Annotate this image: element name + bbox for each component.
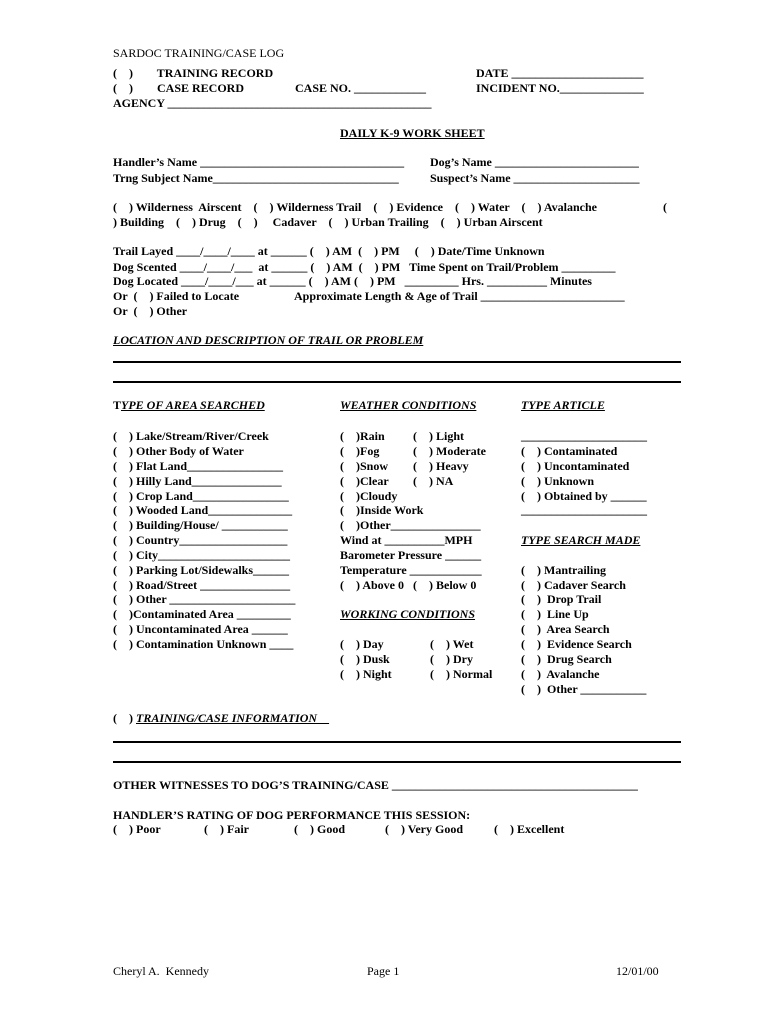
intensity-option[interactable]: ( ) Moderate [413,444,486,458]
location-heading: LOCATION AND DESCRIPTION OF TRAIL OR PROBLEM [113,333,424,347]
divider [113,381,681,383]
working-option[interactable]: ( ) Day [340,637,384,651]
working-option[interactable]: ( ) Night [340,667,392,681]
area-item[interactable]: ( ) Contamination Unknown ____ [113,637,294,651]
area-item[interactable]: ( )Contaminated Area _________ [113,607,291,621]
search-made-option[interactable]: ( ) Area Search [521,622,610,636]
area-item[interactable]: ( ) Country__________________ [113,533,288,547]
search-made-option[interactable]: ( ) Drop Trail [521,592,602,606]
area-item[interactable]: ( ) Building/House/ ___________ [113,518,288,532]
search-made-option[interactable]: ( ) Evidence Search [521,637,632,651]
rating-option-excellent[interactable]: ( ) Excellent [494,822,565,836]
case-no-field[interactable]: CASE NO. ____________ [295,81,427,95]
area-item[interactable]: ( ) Road/Street _______________ [113,578,291,592]
area-item[interactable]: ( ) Hilly Land_______________ [113,474,282,488]
temperature-field[interactable]: Temperature ____________ [340,563,482,577]
training-case-info-label: TRAINING/CASE INFORMATION [136,711,330,725]
case-record-checkbox[interactable]: ( ) CASE RECORD [113,81,245,95]
working-heading: WORKING CONDITIONS [340,607,476,621]
search-made-option[interactable]: ( ) Drug Search [521,652,612,666]
article-option[interactable]: ( ) Contaminated [521,444,618,458]
suspect-name-field[interactable]: Suspect’s Name _____________________ [430,171,640,185]
footer-page: Page 1 [367,964,400,978]
dog-located-field[interactable]: Dog Located ____/____/___ at ______ ( ) AM ( ) PM _________ Hrs. __________ Minutes [113,274,592,288]
weather-option[interactable]: ( )Cloudy [340,489,398,503]
area-heading [113,398,265,412]
intensity-option[interactable]: ( ) NA [413,474,454,488]
area-item[interactable]: ( ) Parking Lot/Sidewalks______ [113,563,290,577]
weather-option[interactable]: ( )Clear [340,474,389,488]
search-type-options-line2[interactable]: ) Building ( ) Drug ( ) Cadaver ( ) Urban Trailing ( ) Urban Airscent [113,215,543,229]
weather-option[interactable]: ( )Fog [340,444,380,458]
other-checkbox[interactable]: Or ( ) Other [113,304,188,318]
training-record-checkbox[interactable]: ( ) TRAINING RECORD [113,66,274,80]
search-made-option[interactable]: ( ) Other ___________ [521,682,647,696]
training-case-info-checkbox[interactable] [113,711,329,725]
search-made-heading: TYPE SEARCH MADE [521,533,641,547]
handler-name-field[interactable]: Handler’s Name __________________________________ [113,155,405,169]
incident-no-field[interactable]: INCIDENT NO.______________ [476,81,644,95]
wind-field[interactable]: Wind at __________MPH [340,533,473,547]
area-item[interactable]: ( ) City______________________ [113,548,290,562]
area-item[interactable]: ( ) Crop Land________________ [113,489,289,503]
rating-option-fair[interactable]: ( ) Fair [204,822,249,836]
area-heading-text: YPE OF AREA SEARCHED [121,398,265,412]
form-title: SARDOC TRAINING/CASE LOG [113,46,285,60]
article-heading: TYPE ARTICLE [521,398,605,412]
above-below-checkbox[interactable]: ( ) Above 0 ( ) Below 0 [340,578,477,592]
search-made-option[interactable]: ( ) Mantrailing [521,563,606,577]
rating-option-very-good[interactable]: ( ) Very Good [385,822,463,836]
working-option[interactable]: ( ) Dry [430,652,473,666]
article-blank[interactable]: _____________________ [521,503,647,517]
rating-heading: HANDLER’S RATING OF DOG PERFORMANCE THIS SESSION: [113,808,471,822]
area-item[interactable]: ( ) Other Body of Water [113,444,244,458]
footer-author: Cheryl A. Kennedy [113,964,209,978]
search-made-option[interactable]: ( ) Avalanche [521,667,600,681]
article-option[interactable]: ( ) Unknown [521,474,595,488]
search-made-option[interactable]: ( ) Cadaver Search [521,578,626,592]
weather-option[interactable]: ( )Snow [340,459,389,473]
search-made-option[interactable]: ( ) Line Up [521,607,589,621]
intensity-option[interactable]: ( ) Light [413,429,464,443]
area-item[interactable]: ( ) Uncontaminated Area ______ [113,622,288,636]
barometer-field[interactable]: Barometer Pressure ______ [340,548,482,562]
trail-layed-field[interactable]: Trail Layed ____/____/____ at ______ ( ) AM ( ) PM ( ) Date/Time Unknown [113,244,545,258]
rating-option-poor[interactable]: ( ) Poor [113,822,161,836]
witnesses-field[interactable]: OTHER WITNESSES TO DOG’S TRAINING/CASE _________________________________________ [113,778,638,792]
weather-option[interactable]: ( )Other_______________ [340,518,481,532]
working-option[interactable]: ( ) Normal [430,667,493,681]
area-item[interactable]: ( ) Flat Land________________ [113,459,284,473]
working-option[interactable]: ( ) Dusk [340,652,390,666]
dog-scented-field[interactable]: Dog Scented ____/____/___ at ______ ( ) AM ( ) PM Time Spent on Trail/Problem _________ [113,260,616,274]
area-item[interactable]: ( ) Wooded Land______________ [113,503,293,517]
divider [113,361,681,363]
rating-option-good[interactable]: ( ) Good [294,822,345,836]
area-item[interactable]: ( ) Other _____________________ [113,592,296,606]
area-item[interactable]: ( ) Lake/Stream/River/Creek [113,429,269,443]
footer-date: 12/01/00 [616,964,659,978]
date-field[interactable]: DATE ______________________ [476,66,644,80]
weather-heading: WEATHER CONDITIONS [340,398,477,412]
article-option[interactable]: ( ) Obtained by ______ [521,489,647,503]
weather-option[interactable]: ( )Inside Work [340,503,424,517]
weather-option[interactable]: ( )Rain [340,429,385,443]
divider [113,741,681,743]
article-blank[interactable]: _____________________ [521,429,647,443]
search-type-extra-paren: ( [663,200,667,214]
agency-field[interactable]: AGENCY ____________________________________________ [113,96,432,110]
sheet-title: DAILY K-9 WORK SHEET [340,126,485,140]
working-option[interactable]: ( ) Wet [430,637,474,651]
divider [113,761,681,763]
failed-to-locate-checkbox[interactable]: Or ( ) Failed to Locate [113,289,240,303]
training-case-info-paren: ( ) [113,711,133,725]
area-heading-prefix: T [113,398,122,412]
trail-length-age-field[interactable]: Approximate Length & Age of Trail ________________________ [294,289,625,303]
trng-subject-name-field[interactable]: Trng Subject Name_______________________________ [113,171,399,185]
dog-name-field[interactable]: Dog’s Name ________________________ [430,155,639,169]
article-option[interactable]: ( ) Uncontaminated [521,459,630,473]
search-type-options-line1[interactable]: ( ) Wilderness Airscent ( ) Wilderness Trail ( ) Evidence ( ) Water ( ) Avalanche [113,200,597,214]
intensity-option[interactable]: ( ) Heavy [413,459,469,473]
